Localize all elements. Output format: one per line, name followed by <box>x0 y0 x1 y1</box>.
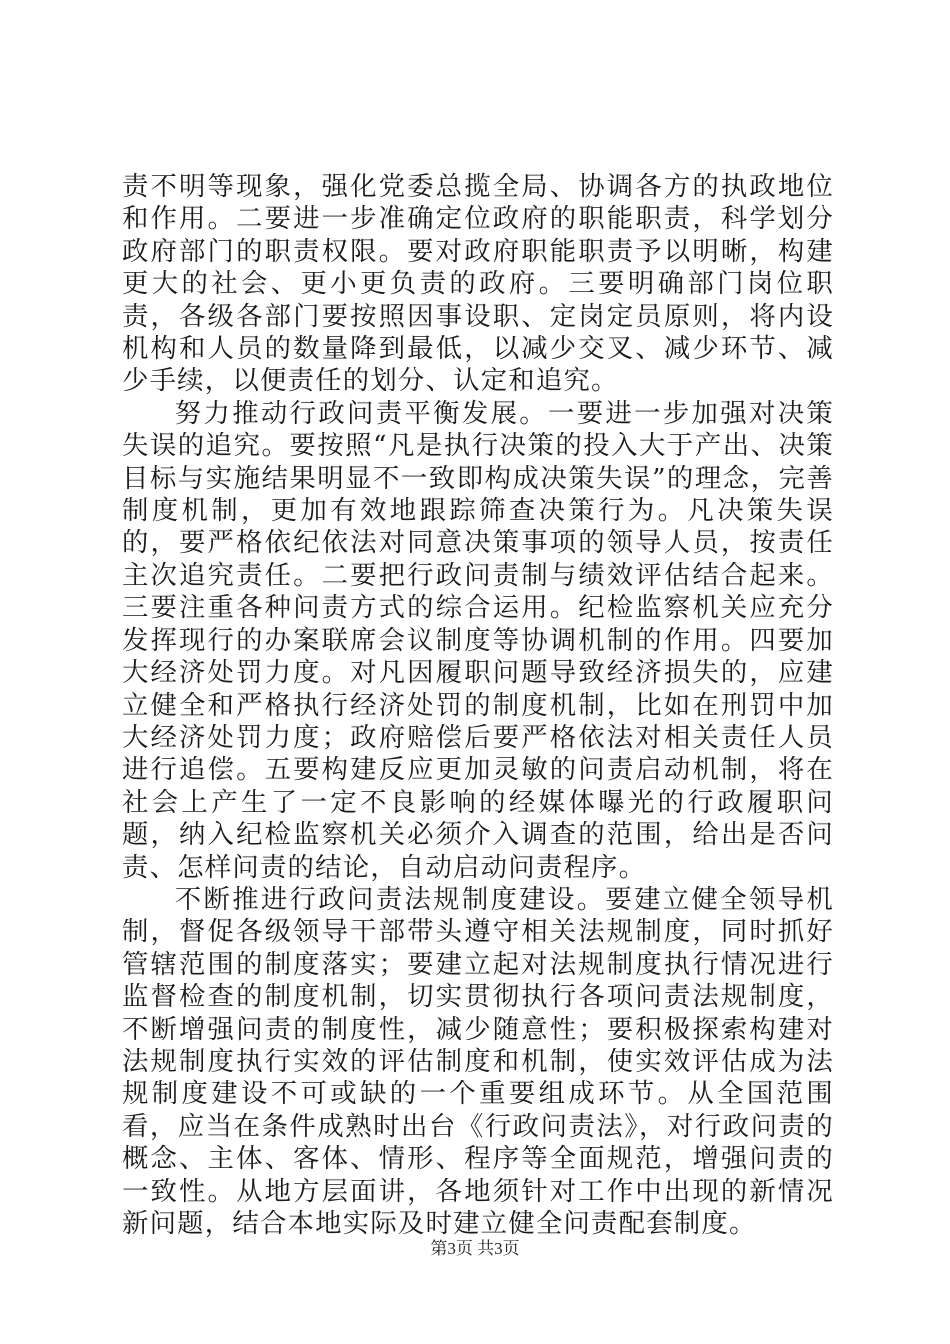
paragraph-accountability-balance: 努力推动行政问责平衡发展。一要进一步加强对决策失误的追究。要按照“凡是执行决策的投入大于产出、决策目标与实施结果明显不一致即构成决策失误”的理念，完善制度机制，更加有效地跟踪筛查决策行为。凡决策失误的，要严格依纪依法对同意决策事项的领导人员，按责任主次追究责任。二要把行政问责制与绩效评估结合起来。三要注重各种问责方式的综合运用。纪检监察机关应充分发挥现行的办案联席会议制度等协调机制的作用。四要加大经济处罚力度。对凡因履职问题导致经济损失的，应建立健全和严格执行经济处罚的制度机制，比如在刑罚中加大经济处罚力度；政府赔偿后要严格依法对相关责任人员进行追偿。五要构建反应更加灵敏的问责启动机制，将在社会上产生了一定不良影响的经媒体曝光的行政履职问题，纳入纪检监察机关必须介入调查的范围，给出是否问责、怎样问责的结论，自动启动问责程序。 <box>122 397 834 883</box>
document-body <box>122 171 834 1240</box>
paragraph-regulation-building: 不断推进行政问责法规制度建设。要建立健全领导机制，督促各级领导干部带头遵守相关法规制度，同时抓好管辖范围的制度落实；要建立起对法规制度执行情况进行监督检查的制度机制，切实贯彻执行各项问责法规制度，不断增强问责的制度性，减少随意性；要积极探索构建对法规制度执行实效的评估制度和机制，使实效评估成为法规制度建设不可或缺的一个重要组成环节。从全国范围看，应当在条件成熟时出台《行政问责法》，对行政问责的概念、主体、客体、情形、程序等全面规范，增强问责的一致性。从地方层面讲，各地须针对工作中出现的新情况新问题，结合本地实际及时建立健全问责配套制度。 <box>122 883 834 1239</box>
paragraph-continued: 责不明等现象，强化党委总揽全局、协调各方的执政地位和作用。二要进一步准确定位政府的职能职责，科学划分政府部门的职责权限。要对政府职能职责予以明晰，构建更大的社会、更小更负责的政府。三要明确部门岗位职责，各级各部门要按照因事设职、定岗定员原则，将内设机构和人员的数量降到最低，以减少交叉、减少环节、减少手续，以便责任的划分、认定和追究。 <box>122 171 834 397</box>
page-number-footer: 第3页 共3页 <box>430 1239 520 1258</box>
